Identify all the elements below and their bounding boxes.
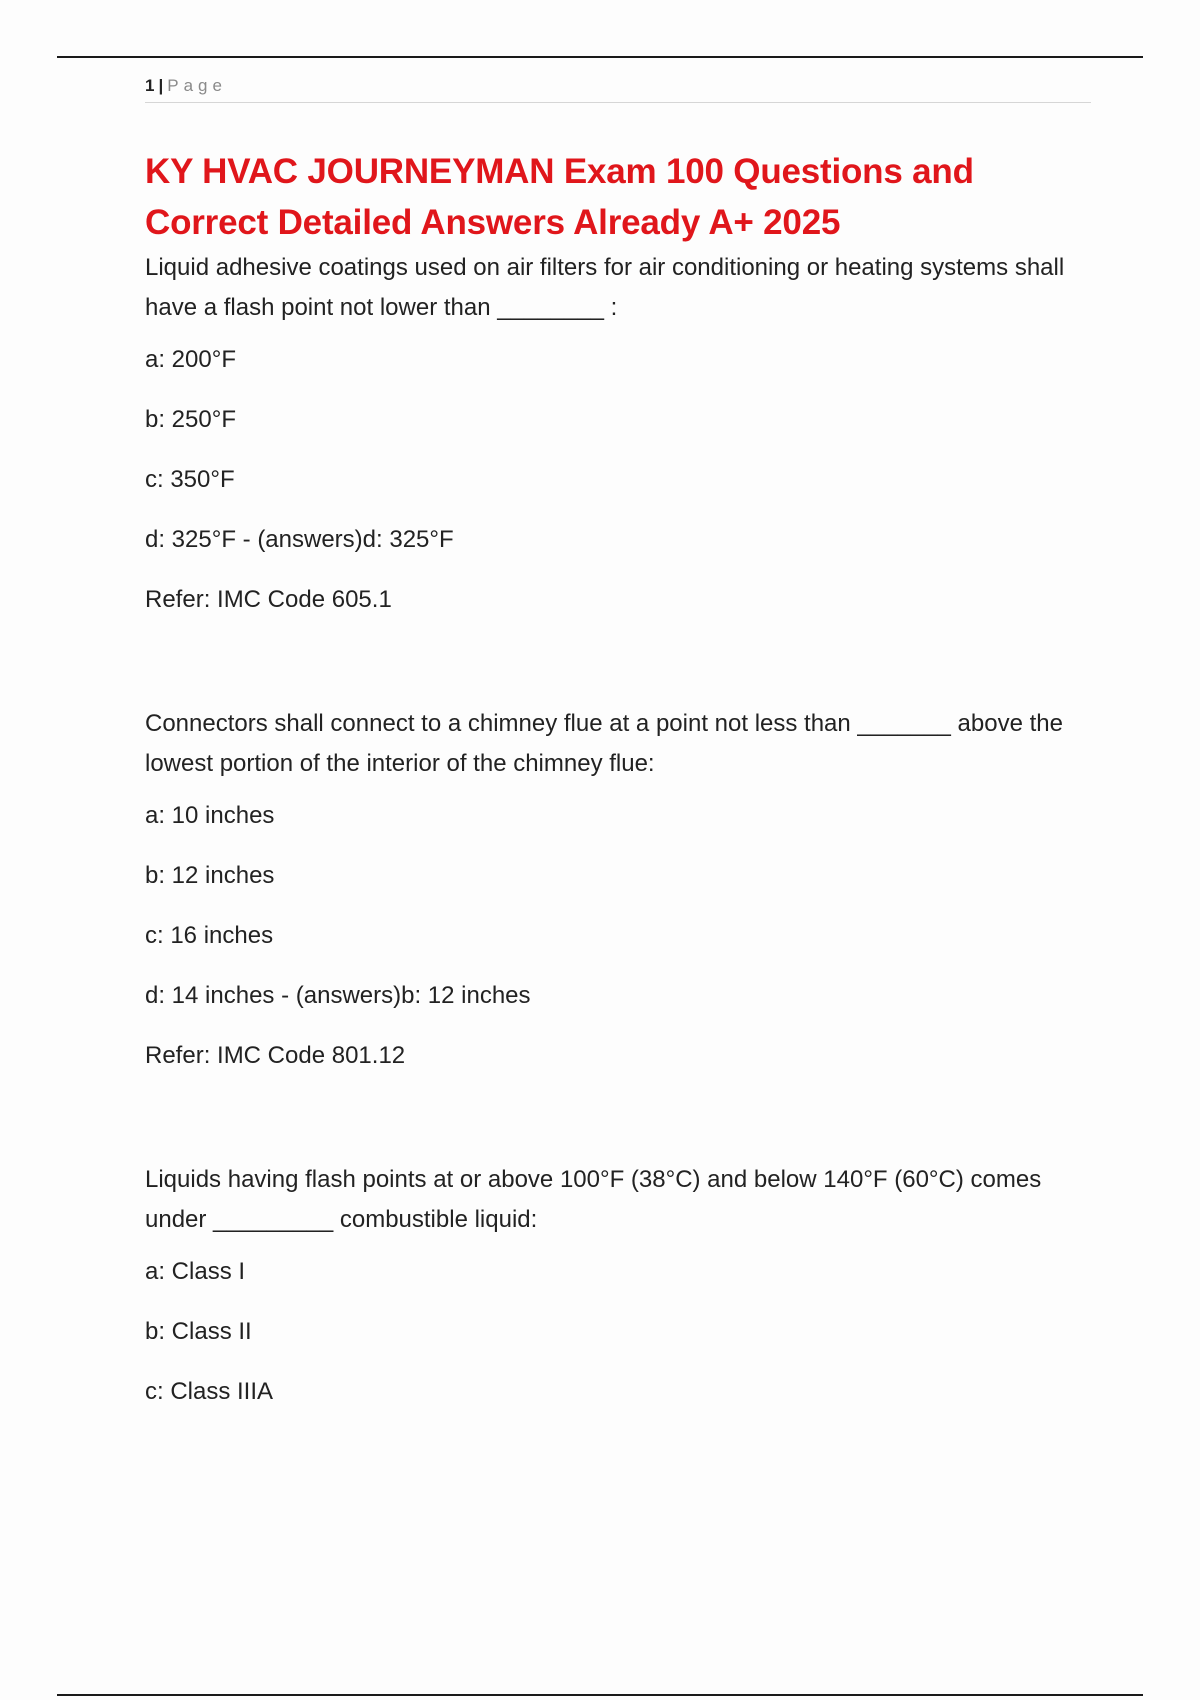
document-title: KY HVAC JOURNEYMAN Exam 100 Questions and Correct Detailed Answers Already A+ 2025 [145, 152, 974, 242]
page-separator: | [158, 76, 164, 95]
question-block-1 [145, 248, 1105, 615]
question-text: Liquid adhesive coatings used on air filters for air conditioning or heating systems shall have a flash point not lower than ________ : [145, 254, 1065, 321]
answer-option: c: 350°F [145, 466, 235, 493]
page-label: Page [167, 76, 227, 95]
question-block-2 [145, 704, 1105, 1071]
bottom-border-line [57, 1694, 1143, 1696]
answer-option: d: 14 inches - (answers)b: 12 inches [145, 982, 531, 1009]
answer-option: b: Class II [145, 1318, 252, 1345]
answer-option: a: 200°F [145, 346, 236, 373]
answer-option: c: Class IIIA [145, 1378, 274, 1405]
top-border-line [57, 56, 1143, 58]
question-text: Connectors shall connect to a chimney flue at a point not less than _______ above the lowest portion of the interior of the chimney flue: [145, 710, 1063, 777]
answer-option: d: 325°F - (answers)d: 325°F [145, 526, 454, 553]
answer-option: c: 16 inches [145, 922, 274, 949]
code-reference: Refer: IMC Code 605.1 [145, 586, 392, 613]
page-header [145, 74, 1091, 103]
answer-option: a: 10 inches [145, 802, 275, 829]
answer-option: a: Class I [145, 1258, 246, 1285]
document-body [145, 146, 1105, 1496]
question-block-3 [145, 1160, 1105, 1407]
page-number: 1 [145, 76, 155, 95]
answer-option: b: 250°F [145, 406, 236, 433]
code-reference: Refer: IMC Code 801.12 [145, 1042, 406, 1069]
question-text: Liquids having flash points at or above 100°F (38°C) and below 140°F (60°C) comes under _________ combustible liquid: [145, 1166, 1042, 1233]
answer-option: b: 12 inches [145, 862, 275, 889]
